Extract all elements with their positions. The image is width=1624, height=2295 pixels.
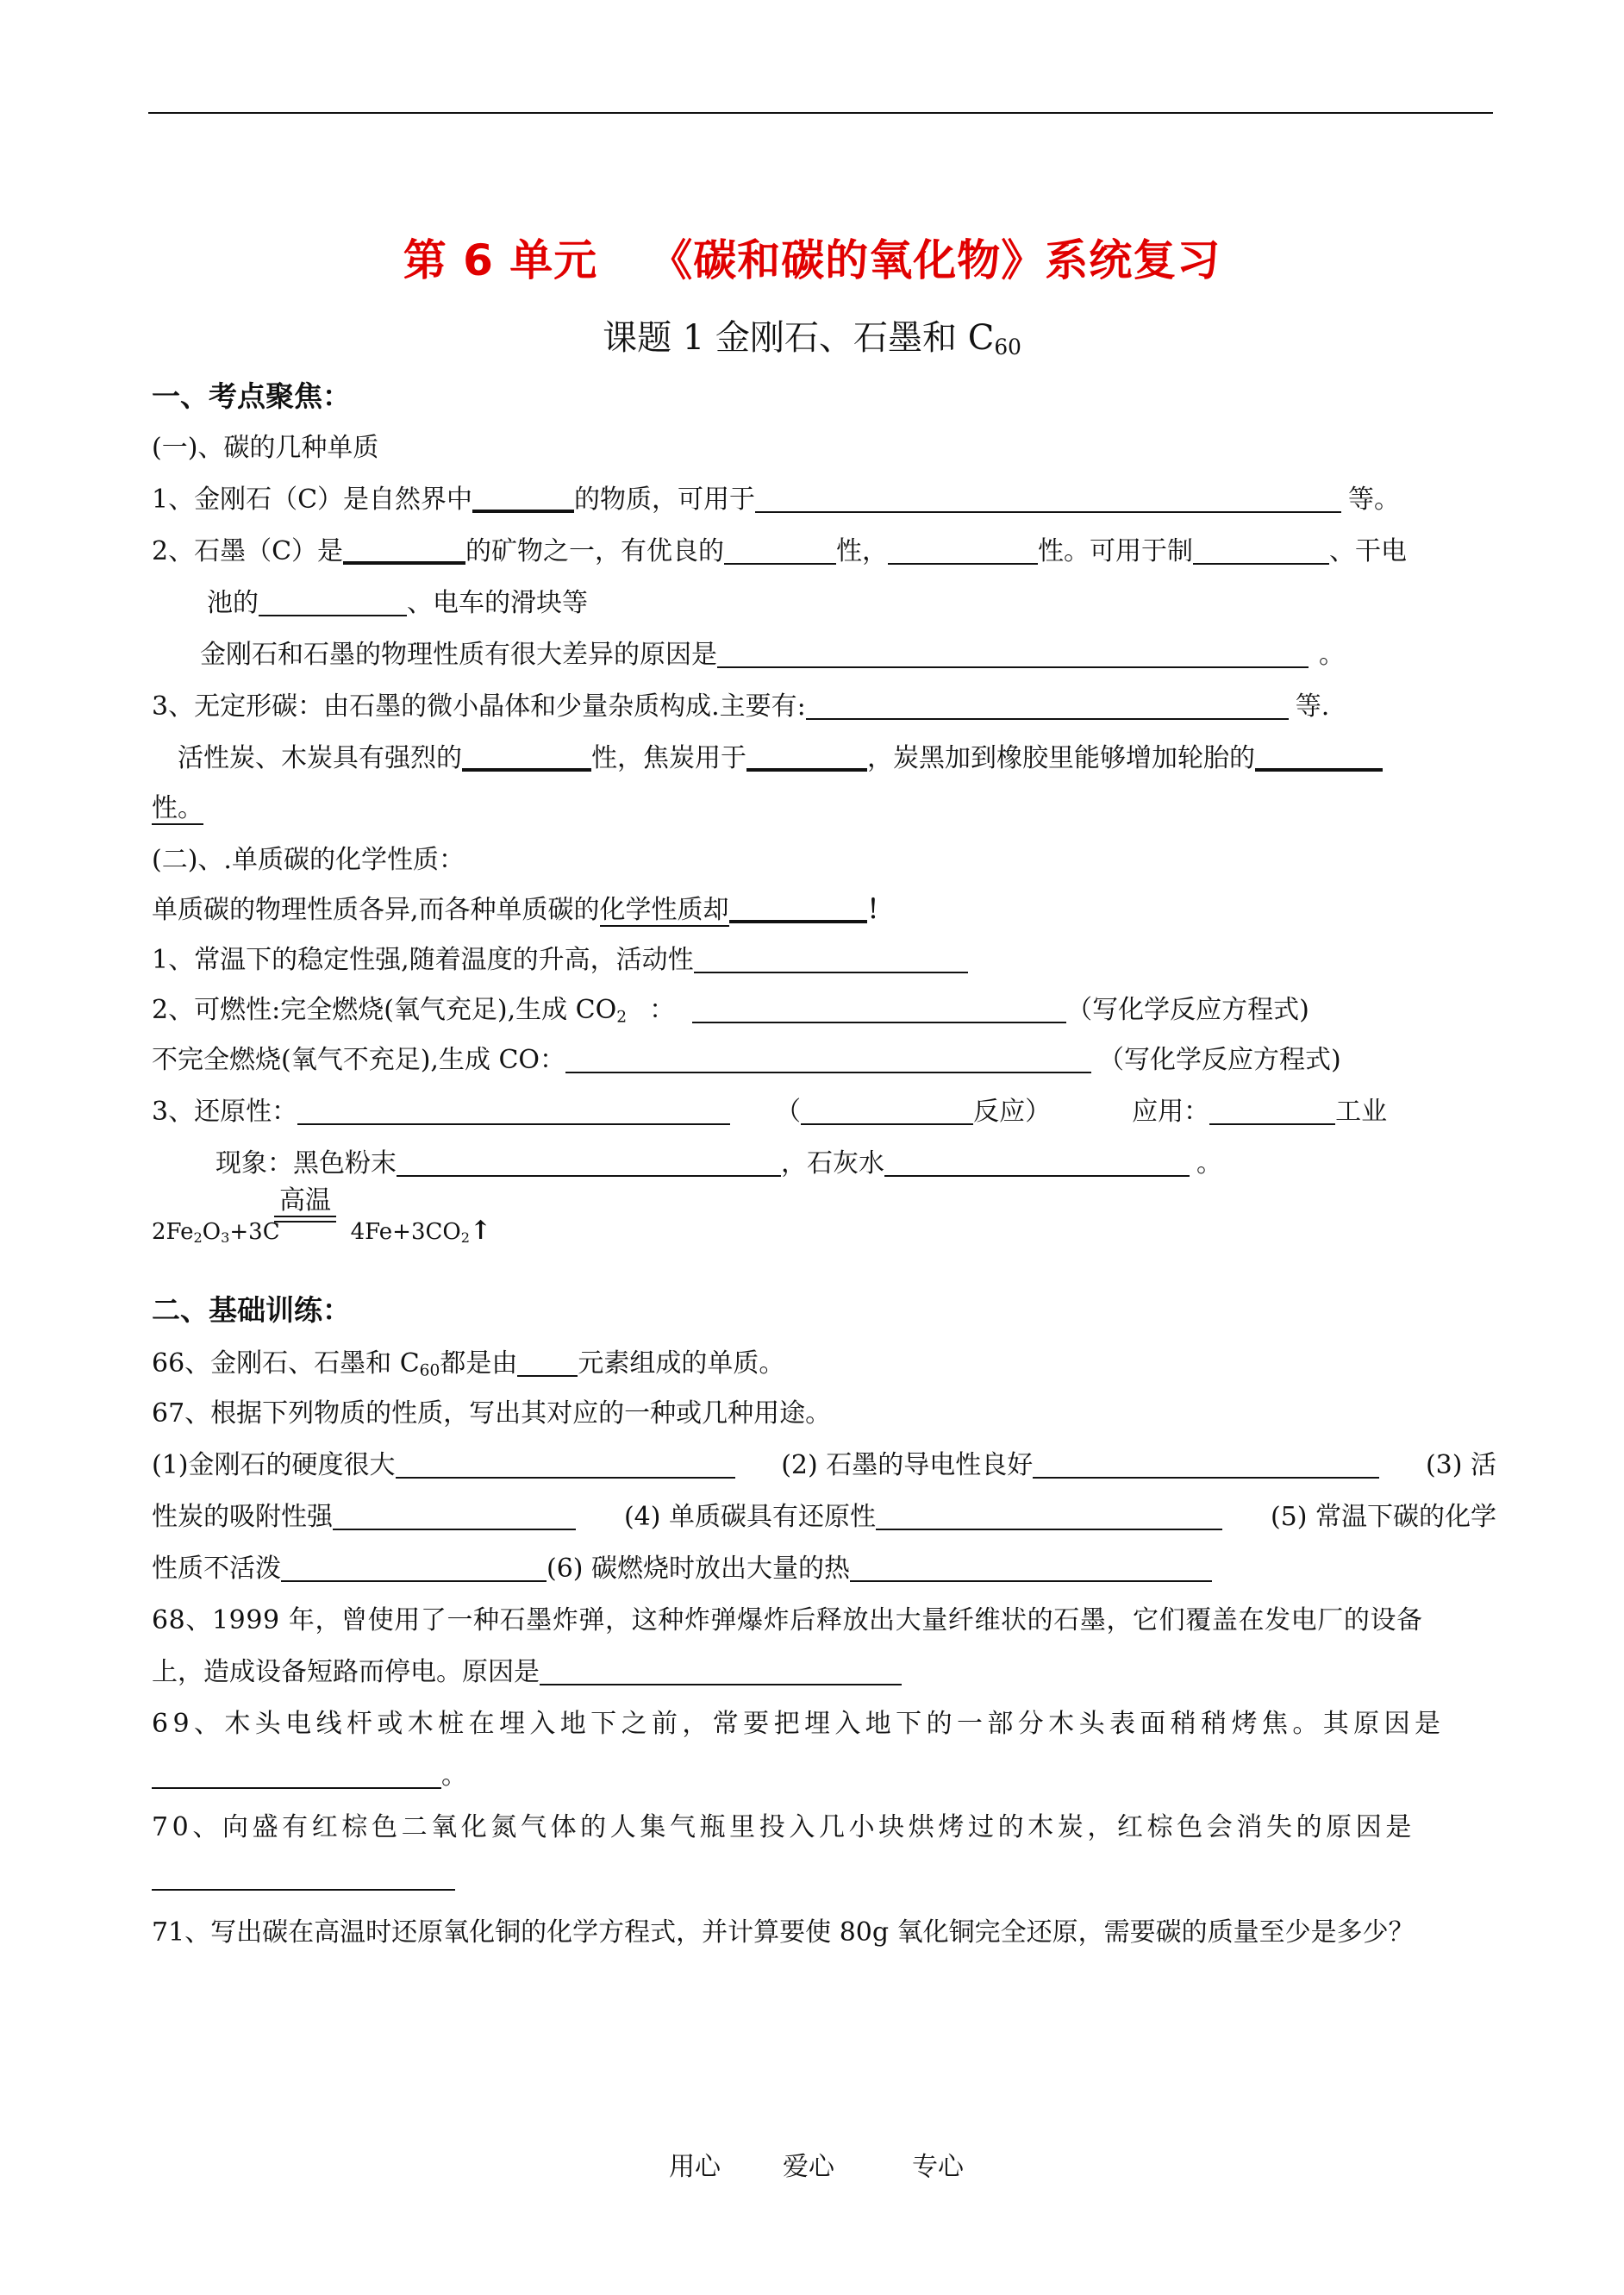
blank[interactable] (462, 742, 591, 772)
question-3 (152, 690, 1496, 724)
blank[interactable] (1033, 1451, 1379, 1479)
blank[interactable] (281, 1554, 547, 1582)
text: 3 (221, 1229, 230, 1247)
text: 工业 (1335, 1097, 1388, 1127)
text: (1)金刚石的硬度很大 (152, 1450, 396, 1480)
subtitle-sub: 60 (994, 335, 1021, 360)
text: 不完全燃烧(氧气不充足),生成 CO： (152, 1045, 566, 1075)
text: 2 (193, 1229, 203, 1247)
text: 60 (419, 1361, 440, 1380)
text: 等. (1295, 691, 1330, 722)
question-68: 68、1999 年，曾使用了一种石墨炸弹，这种炸弹爆炸后释放出大量纤维状的石墨，它们覆盖在发电厂的设备 (152, 1605, 1423, 1635)
section-heading-2: 二、基础训练： (152, 1293, 351, 1327)
text: ！ (866, 895, 893, 925)
text: (6) 碳燃烧时放出大量的热 (547, 1554, 851, 1584)
blank[interactable] (1209, 1097, 1335, 1125)
blank[interactable] (694, 946, 968, 973)
blank[interactable] (517, 1349, 578, 1377)
text: 1、金刚石（C）是自然界中 (152, 485, 473, 515)
blank[interactable] (717, 641, 1309, 668)
blank[interactable] (724, 537, 836, 565)
text: 金刚石和石墨的物理性质有很大差异的原因是 (200, 640, 717, 670)
footer-text: 用心 (669, 2152, 721, 2182)
question-70-cont (152, 1860, 1496, 1895)
text: 1、常温下的稳定性强,随着温度的升高，活动性 (152, 945, 694, 975)
text: 2 (460, 1229, 470, 1247)
text: 活性炭、木炭具有强烈的 (178, 743, 462, 773)
blank[interactable] (876, 1503, 1222, 1530)
text: （写化学反应方程式) (1066, 995, 1309, 1025)
text: 3、无定形碳：由石墨的微小晶体和少量杂质构成.主要有: (152, 691, 806, 722)
title-unit: 第 6 单元 (403, 235, 598, 285)
blank[interactable] (850, 1554, 1212, 1582)
text: 的物质，可用于 (574, 485, 756, 515)
gas-arrow-icon: ↑ (469, 1216, 492, 1246)
blank[interactable] (755, 485, 1341, 513)
text: 反应） (973, 1097, 1052, 1127)
text: 的矿物之一，有优良的 (465, 536, 725, 566)
text: 上，造成设备短路而停电。原因是 (152, 1657, 540, 1687)
text: 性。 (152, 793, 203, 823)
title-topic: 《碳和碳的氧化物》系统复习 (649, 235, 1221, 285)
text: 、电车的滑块等 (407, 588, 588, 618)
text: (3) 活 (1425, 1450, 1496, 1480)
blank[interactable] (397, 1149, 781, 1177)
text: 3、还原性： (152, 1097, 298, 1127)
blank[interactable] (472, 484, 574, 513)
text: ，炭黑加到橡胶里能够增加轮胎的 (867, 743, 1255, 773)
text: 性质不活泼 (152, 1554, 281, 1584)
chem-1 (152, 943, 1496, 978)
text: （写化学反应方程式) (1098, 1045, 1341, 1075)
section-heading-1: 一、考点聚焦： (152, 379, 351, 413)
chem-2 (152, 993, 1496, 1035)
chem-2-cont (152, 1043, 1496, 1078)
blank[interactable] (540, 1658, 902, 1685)
text: 、干电 (1329, 536, 1408, 566)
blank[interactable] (692, 996, 1066, 1023)
question-66 (152, 1347, 1496, 1389)
footer-text: 爱心 (783, 2152, 834, 2182)
blank[interactable] (1255, 742, 1383, 772)
footer-text: 专心 (912, 2152, 964, 2182)
blank[interactable] (806, 692, 1289, 720)
question-2-cont (207, 586, 1552, 621)
subsection-2: (二)、.单质碳的化学性质： (152, 845, 465, 875)
question-1 (152, 483, 1496, 517)
header-rule (148, 112, 1493, 114)
text: ，石灰水 (781, 1148, 884, 1179)
blank[interactable] (1193, 537, 1329, 565)
blank[interactable] (333, 1503, 576, 1530)
text: 性炭的吸附性强 (152, 1502, 333, 1532)
chem-3 (152, 1095, 1496, 1129)
reaction-condition: 高温 (274, 1186, 336, 1217)
chem-property-intro (152, 893, 1496, 928)
blank[interactable] (888, 537, 1038, 565)
question-2 (152, 535, 1496, 569)
text: 66、金刚石、石墨和 C (152, 1348, 420, 1379)
question-67-c (152, 1552, 1496, 1586)
text: 4Fe+3CO (350, 1219, 461, 1245)
blank[interactable] (259, 589, 407, 616)
text: 2Fe (152, 1219, 194, 1245)
question-67-a (152, 1448, 1496, 1483)
question-69: 69、木头电线杆或木桩在埋入地下之前，常要把埋入地下的一部分木头表面稍稍烤焦。其原因是 (152, 1709, 1446, 1739)
text: ： (649, 995, 676, 1025)
text: 。 (441, 1760, 467, 1791)
blank[interactable] (565, 1046, 1091, 1073)
text: 单质碳的物理性质各异,而各种单质碳的 (152, 895, 600, 925)
text: 都是由 (440, 1348, 518, 1379)
question-3-cont (178, 741, 1522, 776)
text: 2 (616, 1008, 628, 1027)
text: 应用： (1132, 1097, 1210, 1127)
blank[interactable] (396, 1451, 735, 1479)
question-2-reason (200, 638, 1545, 672)
text: 。 (1196, 1148, 1222, 1179)
text: 池的 (207, 588, 259, 618)
text: 现象：黑色粉末 (215, 1148, 397, 1179)
text: 。 (1319, 640, 1345, 670)
text: 性，焦炭用于 (591, 743, 746, 773)
blank[interactable] (343, 535, 465, 565)
text: (2) 石墨的导电性良好 (781, 1450, 1034, 1480)
question-67-b (152, 1500, 1496, 1535)
text: 性， (836, 536, 889, 566)
text: (5) 常温下碳的化学 (1270, 1502, 1496, 1532)
blank[interactable] (884, 1149, 1190, 1177)
blank[interactable] (297, 1097, 730, 1125)
question-71: 71、写出碳在高温时还原氧化铜的化学方程式，并计算要使 80g 氧化铜完全还原，需要碳的质量至少是多少？ (152, 1917, 1415, 1948)
text: 元素组成的单质。 (578, 1348, 785, 1379)
question-69-cont (152, 1759, 1496, 1793)
subsection-1: (一)、碳的几种单质 (152, 433, 379, 463)
text: 性。可用于制 (1038, 536, 1194, 566)
text: 2、可燃性:完全燃烧(氧气充足),生成 CO (152, 995, 617, 1025)
question-67: 67、根据下列物质的性质，写出其对应的一种或几种用途。 (152, 1398, 832, 1429)
text: 2、石墨（C）是 (152, 536, 344, 566)
text: （ (775, 1097, 802, 1127)
chem-3-phenomenon (215, 1147, 1560, 1181)
blank[interactable] (152, 1863, 455, 1891)
text: +3C (229, 1219, 280, 1245)
question-68-cont (152, 1655, 1496, 1690)
blank[interactable] (729, 894, 867, 923)
text: O (202, 1219, 222, 1245)
reaction-equation (152, 1216, 491, 1246)
question-3-end (152, 791, 1496, 826)
page-title (0, 226, 1624, 288)
text: 等。 (1348, 485, 1401, 515)
question-70: 70、向盛有红棕色二氧化氮气体的人集气瓶里投入几小块烘烤过的木炭，红棕色会消失的原因是 (152, 1812, 1415, 1842)
text: 化学性质却 (599, 895, 729, 925)
subtitle-text: 课题 1 金刚石、石墨和 C (603, 318, 995, 358)
blank[interactable] (152, 1761, 441, 1789)
text: (4) 单质碳具有还原性 (623, 1502, 876, 1532)
blank[interactable] (746, 742, 867, 772)
blank[interactable] (801, 1097, 973, 1125)
subtitle (0, 310, 1624, 360)
